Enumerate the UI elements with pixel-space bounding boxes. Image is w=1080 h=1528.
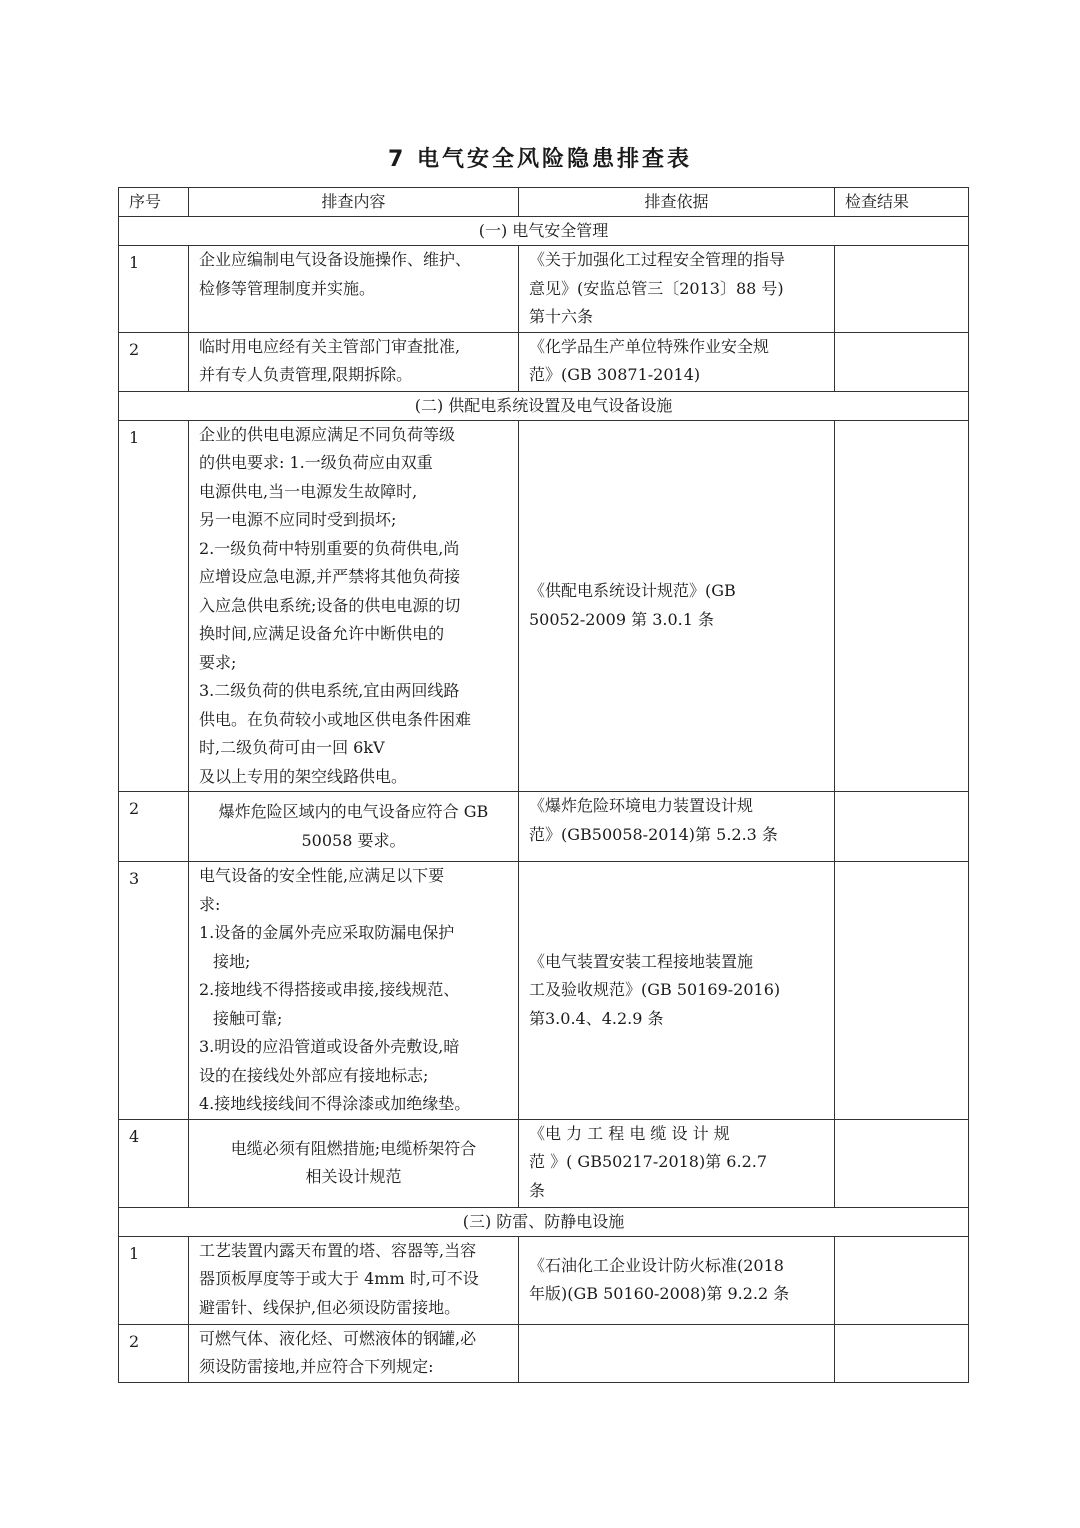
row-number: 1 [119,246,189,333]
section-heading: (一) 电气安全管理 [119,217,969,246]
row-number: 2 [119,332,189,391]
row-basis [519,1324,835,1382]
row-result [835,1236,969,1324]
row-basis: 《石油化工企业设计防火标准(2018 年版)(GB 50160-2008)第 9.2.2 条 [519,1236,835,1324]
row-result [835,246,969,333]
table-row [119,420,969,792]
row-result [835,332,969,391]
row-basis: 《化学品生产单位特殊作业安全规 范》(GB 30871-2014) [519,332,835,391]
row-result [835,1324,969,1382]
section-row [119,1207,969,1236]
table-row [119,1119,969,1207]
row-content: 临时用电应经有关主管部门审查批准, 并有专人负责管理,限期拆除。 [189,332,519,391]
section-row [119,217,969,246]
inspection-table [118,187,969,1383]
table-row [119,332,969,391]
row-basis: 《电气装置安装工程接地装置施 工及验收规范》(GB 50169-2016) 第3.0.4、4.2.9 条 [519,862,835,1120]
row-basis: 《关于加强化工过程安全管理的指导 意见》(安监总管三〔2013〕88 号) 第十六条 [519,246,835,333]
row-number: 1 [119,1236,189,1324]
table-row [119,246,969,333]
row-content: 电气设备的安全性能,应满足以下要 求: 1.设备的金属外壳应采取防漏电保护 接地; 2.接地线不得搭接或串接,接线规范、 接触可靠; 3.明设的应沿管道或设备外壳敷设,暗 设的在接线处外部应有接地标志; 4.接地线接线间不得涂漆或加绝缘垫。 [189,862,519,1120]
table-row [119,1236,969,1324]
table-header-row [119,188,969,217]
row-content: 电缆必须有阻燃措施;电缆桥架符合 相关设计规范 [189,1119,519,1207]
row-basis: 《爆炸危险环境电力装置设计规 范》(GB50058-2014)第 5.2.3 条 [519,792,835,862]
page-title: 7 电气安全风险隐患排查表 [388,147,692,172]
row-number: 4 [119,1119,189,1207]
section-heading: (三) 防雷、防静电设施 [119,1207,969,1236]
row-number: 2 [119,1324,189,1382]
row-content: 企业应编制电气设备设施操作、维护、 检修等管理制度并实施。 [189,246,519,333]
section-row [119,391,969,420]
row-number: 1 [119,420,189,792]
row-result [835,420,969,792]
row-basis: 《电 力 工 程 电 缆 设 计 规 范 》( GB50217-2018)第 6.2.7 条 [519,1119,835,1207]
row-result [835,792,969,862]
table-row [119,1324,969,1382]
row-content: 企业的供电电源应满足不同负荷等级 的供电要求: 1.一级负荷应由双重 电源供电,当一电源发生故障时, 另一电源不应同时受到损坏; 2.一级负荷中特别重要的负荷供电,尚 应增设应急电源,并严禁将其他负荷接 入应急供电系统;设备的供电电源的切 换时间,应满足设备允许中断供电的 要求; 3.二级负荷的供电系统,宜由两回线路 供电。在负荷较小或地区供电条件困难 时,二级负荷可由一回 6kV 及以上专用的架空线路供电。 [189,420,519,792]
table-row [119,792,969,862]
table-row [119,862,969,1120]
row-content: 工艺装置内露天布置的塔、容器等,当容 器顶板厚度等于或大于 4mm 时,可不设 避雷针、线保护,但必须设防雷接地。 [189,1236,519,1324]
row-content: 爆炸危险区域内的电气设备应符合 GB 50058 要求。 [189,792,519,862]
section-heading: (二) 供配电系统设置及电气设备设施 [119,391,969,420]
row-number: 2 [119,792,189,862]
row-basis: 《供配电系统设计规范》(GB 50052-2009 第 3.0.1 条 [519,420,835,792]
row-number: 3 [119,862,189,1120]
header-result: 检查结果 [835,188,969,217]
row-result [835,1119,969,1207]
header-no: 序号 [119,188,189,217]
header-basis: 排查依据 [519,188,835,217]
header-content: 排查内容 [189,188,519,217]
row-result [835,862,969,1120]
row-content: 可燃气体、液化烃、可燃液体的钢罐,必 须设防雷接地,并应符合下列规定: [189,1324,519,1382]
